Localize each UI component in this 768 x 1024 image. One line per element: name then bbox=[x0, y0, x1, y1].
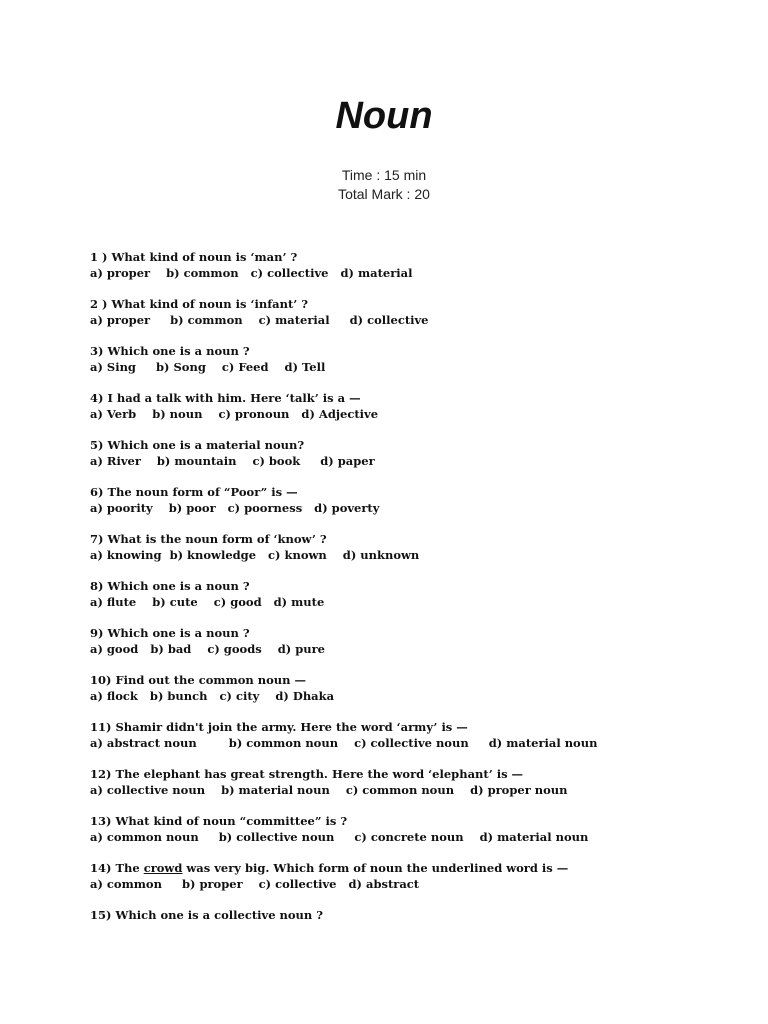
answer-options: a) River b) mountain c) book d) paper bbox=[90, 454, 375, 468]
question-list bbox=[90, 249, 730, 954]
question-text-part: 7) What is the noun form of ‘know’ ? bbox=[90, 532, 327, 546]
question-text bbox=[90, 484, 730, 500]
answer-options: a) Verb b) noun c) pronoun d) Adjective bbox=[90, 407, 379, 421]
question-15 bbox=[90, 907, 730, 954]
question-text-part: 4) I had a talk with him. Here ‘talk’ is a — bbox=[90, 391, 361, 405]
answer-options: a) Sing b) Song c) Feed d) Tell bbox=[90, 360, 326, 374]
question-text bbox=[90, 719, 730, 735]
underlined-word: crowd bbox=[143, 861, 183, 875]
question-11 bbox=[90, 719, 730, 766]
question-text bbox=[90, 296, 730, 312]
question-text bbox=[90, 531, 730, 547]
question-12 bbox=[90, 766, 730, 813]
question-text-part: 12) The elephant has great strength. Here the word ‘elephant’ is — bbox=[90, 767, 524, 781]
time-limit: Time : 15 min bbox=[341, 167, 427, 183]
question-text-part: 5) Which one is a material noun? bbox=[90, 438, 305, 452]
question-7 bbox=[90, 531, 730, 578]
question-text-part: 8) Which one is a noun ? bbox=[90, 579, 250, 593]
question-text-part: 6) The noun form of “Poor” is — bbox=[90, 485, 298, 499]
answer-options: a) knowing b) knowledge c) known d) unknown bbox=[90, 548, 420, 562]
answer-options: a) good b) bad c) goods d) pure bbox=[90, 642, 325, 656]
answer-options: a) proper b) common c) collective d) material bbox=[90, 266, 413, 280]
question-3 bbox=[90, 343, 730, 390]
question-text bbox=[90, 343, 730, 359]
question-13 bbox=[90, 813, 730, 860]
question-14 bbox=[90, 860, 730, 907]
question-text bbox=[90, 907, 730, 923]
document-title: Noun bbox=[335, 95, 433, 137]
question-text-part: 1 ) What kind of noun is ‘man’ ? bbox=[90, 250, 298, 264]
question-text-part: 2 ) What kind of noun is ‘infant’ ? bbox=[90, 297, 309, 311]
question-text bbox=[90, 766, 730, 782]
question-text bbox=[90, 390, 730, 406]
question-text-part: 10) Find out the common noun — bbox=[90, 673, 307, 687]
question-4 bbox=[90, 390, 730, 437]
question-text-part: 14) The bbox=[90, 861, 144, 875]
question-text bbox=[90, 672, 730, 688]
question-text bbox=[90, 625, 730, 641]
answer-options: a) flock b) bunch c) city d) Dhaka bbox=[90, 689, 335, 703]
question-6 bbox=[90, 484, 730, 531]
answer-options: a) flute b) cute c) good d) mute bbox=[90, 595, 325, 609]
answer-options: a) common noun b) collective noun c) concrete noun d) material noun bbox=[90, 830, 589, 844]
question-8 bbox=[90, 578, 730, 625]
question-text bbox=[90, 249, 730, 265]
question-1 bbox=[90, 249, 730, 296]
question-10 bbox=[90, 672, 730, 719]
question-text bbox=[90, 860, 730, 876]
answer-options: a) common b) proper c) collective d) abstract bbox=[90, 877, 420, 891]
total-mark: Total Mark : 20 bbox=[338, 186, 430, 202]
question-text-part: 9) Which one is a noun ? bbox=[90, 626, 250, 640]
answer-options: a) collective noun b) material noun c) common noun d) proper noun bbox=[90, 783, 568, 797]
question-text-part: was very big. Which form of noun the underlined word is — bbox=[182, 861, 569, 875]
question-text bbox=[90, 437, 730, 453]
question-text-part: 11) Shamir didn't join the army. Here the word ‘army’ is — bbox=[90, 720, 468, 734]
question-text-part: 15) Which one is a collective noun ? bbox=[90, 908, 324, 922]
question-9 bbox=[90, 625, 730, 672]
question-text bbox=[90, 578, 730, 594]
question-2 bbox=[90, 296, 730, 343]
question-text bbox=[90, 813, 730, 829]
question-text-part: 3) Which one is a noun ? bbox=[90, 344, 250, 358]
answer-options: a) abstract noun b) common noun c) collective noun d) material noun bbox=[90, 736, 598, 750]
answer-options: a) proper b) common c) material d) collective bbox=[90, 313, 429, 327]
question-text-part: 13) What kind of noun “committee” is ? bbox=[90, 814, 348, 828]
question-5 bbox=[90, 437, 730, 484]
answer-options: a) poority b) poor c) poorness d) poverty bbox=[90, 501, 380, 515]
